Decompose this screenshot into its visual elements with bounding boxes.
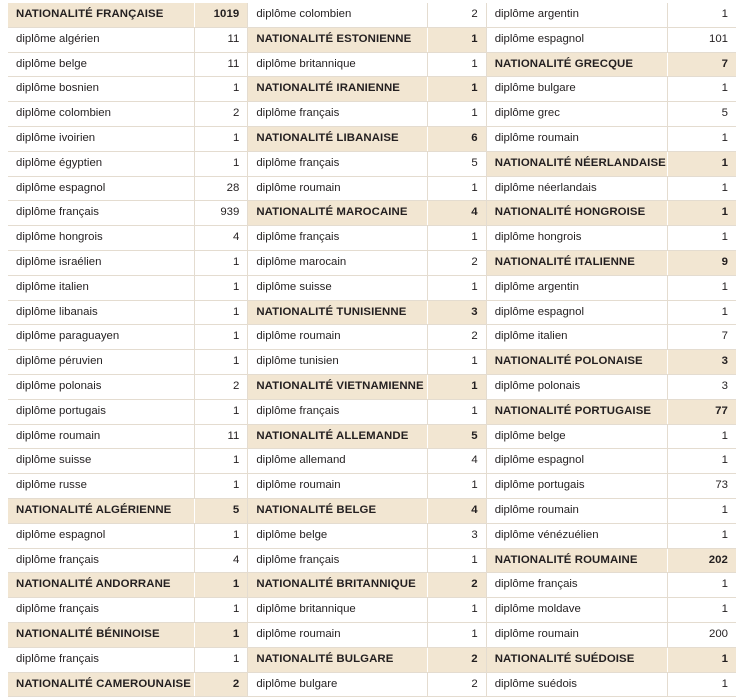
diploma-label: diplôme français bbox=[494, 578, 578, 591]
diploma-label: diplôme belge bbox=[16, 57, 87, 70]
nationality-header-row bbox=[487, 400, 736, 425]
table-row bbox=[248, 623, 485, 648]
diploma-label: diplôme polonais bbox=[494, 379, 581, 392]
diploma-label: diplôme argentin bbox=[494, 280, 579, 293]
nationality-label: NATIONALITÉ IRANIENNE bbox=[256, 82, 400, 95]
nationality-total: 5 bbox=[194, 499, 247, 523]
diploma-count: 1 bbox=[427, 276, 486, 300]
diploma-label: diplôme espagnol bbox=[16, 528, 106, 541]
diploma-label: diplôme espagnol bbox=[494, 454, 584, 467]
nationality-label: NATIONALITÉ ITALIENNE bbox=[494, 255, 635, 268]
diploma-count: 1 bbox=[667, 177, 736, 201]
nationality-header-row bbox=[248, 573, 485, 598]
table-row bbox=[487, 375, 736, 400]
diploma-label: diplôme russe bbox=[16, 479, 87, 492]
diploma-count: 1 bbox=[194, 301, 247, 325]
diploma-count: 5 bbox=[427, 152, 486, 176]
table-column-1 bbox=[8, 3, 247, 697]
table-row bbox=[487, 301, 736, 326]
diploma-count: 1 bbox=[194, 152, 247, 176]
diploma-count: 939 bbox=[194, 201, 247, 225]
diploma-label: diplôme suisse bbox=[16, 454, 92, 467]
diploma-count: 1 bbox=[194, 276, 247, 300]
nationality-total: 6 bbox=[427, 127, 486, 151]
nationality-header-row bbox=[248, 499, 485, 524]
diploma-count: 1 bbox=[667, 499, 736, 523]
diploma-count: 1 bbox=[667, 3, 736, 27]
table-row bbox=[487, 524, 736, 549]
table-row bbox=[248, 152, 485, 177]
table-row bbox=[487, 28, 736, 53]
diploma-count: 1 bbox=[194, 350, 247, 374]
diploma-label: diplôme tunisien bbox=[256, 355, 339, 368]
diploma-count: 1 bbox=[194, 474, 247, 498]
diploma-label: diplôme espagnol bbox=[494, 32, 584, 45]
table-row bbox=[248, 400, 485, 425]
diploma-count: 73 bbox=[667, 474, 736, 498]
table-row bbox=[487, 102, 736, 127]
table-row bbox=[8, 201, 247, 226]
diploma-label: diplôme belge bbox=[256, 528, 328, 541]
table-row bbox=[487, 499, 736, 524]
nationality-total: 1 bbox=[427, 28, 486, 52]
diploma-count: 4 bbox=[194, 226, 247, 250]
diploma-count: 1 bbox=[194, 648, 247, 672]
nationality-label: NATIONALITÉ ANDORRANE bbox=[16, 578, 171, 591]
table-row bbox=[8, 77, 247, 102]
nationality-header-row bbox=[487, 152, 736, 177]
table-row bbox=[8, 350, 247, 375]
nationality-total: 4 bbox=[427, 499, 486, 523]
diploma-count: 1 bbox=[667, 573, 736, 597]
diploma-label: diplôme bulgare bbox=[256, 677, 338, 690]
nationality-header-row bbox=[487, 350, 736, 375]
nationality-label: NATIONALITÉ LIBANAISE bbox=[256, 131, 399, 144]
diploma-count: 2 bbox=[427, 673, 486, 697]
nationality-total: 1 bbox=[667, 152, 736, 176]
diploma-label: diplôme français bbox=[256, 156, 340, 169]
table-row bbox=[248, 226, 485, 251]
nationality-label: NATIONALITÉ POLONAISE bbox=[494, 355, 643, 368]
nationality-label: NATIONALITÉ ALLEMANDE bbox=[256, 429, 409, 442]
diploma-count: 1 bbox=[427, 474, 486, 498]
table-row bbox=[248, 549, 485, 574]
diploma-label: diplôme roumain bbox=[256, 479, 341, 492]
diploma-label: diplôme colombien bbox=[16, 107, 111, 120]
table-row bbox=[487, 177, 736, 202]
diploma-count: 1 bbox=[194, 251, 247, 275]
nationality-header-row bbox=[248, 375, 485, 400]
table-row bbox=[8, 152, 247, 177]
diploma-count: 11 bbox=[194, 425, 247, 449]
table-row bbox=[248, 350, 485, 375]
nationality-total: 4 bbox=[427, 201, 486, 225]
nationality-total: 1 bbox=[427, 77, 486, 101]
diploma-label: diplôme français bbox=[256, 553, 340, 566]
table-row bbox=[487, 127, 736, 152]
nationality-label: NATIONALITÉ MAROCAINE bbox=[256, 206, 408, 219]
diploma-label: diplôme libanais bbox=[16, 305, 98, 318]
nationality-header-row bbox=[248, 648, 485, 673]
diploma-count: 3 bbox=[427, 524, 486, 548]
diploma-label: diplôme allemand bbox=[256, 454, 346, 467]
diploma-label: diplôme belge bbox=[494, 429, 566, 442]
diploma-count: 1 bbox=[667, 598, 736, 622]
diploma-count: 1 bbox=[194, 449, 247, 473]
diploma-count: 1 bbox=[427, 102, 486, 126]
diploma-label: diplôme italien bbox=[16, 280, 89, 293]
nationality-label: NATIONALITÉ BULGARE bbox=[256, 652, 394, 665]
diploma-label: diplôme roumain bbox=[16, 429, 101, 442]
diploma-label: diplôme espagnol bbox=[494, 305, 584, 318]
nationality-label: NATIONALITÉ SUÉDOISE bbox=[494, 652, 635, 665]
nationality-total: 2 bbox=[194, 673, 247, 697]
diploma-label: diplôme français bbox=[256, 231, 340, 244]
nationality-total: 7 bbox=[667, 53, 736, 77]
nationality-diploma-table bbox=[8, 3, 736, 697]
nationality-label: NATIONALITÉ GRECQUE bbox=[494, 57, 634, 70]
table-row bbox=[8, 177, 247, 202]
diploma-label: diplôme roumain bbox=[256, 330, 341, 343]
diploma-count: 1 bbox=[194, 400, 247, 424]
diploma-label: diplôme bosnien bbox=[16, 82, 99, 95]
nationality-header-row bbox=[248, 425, 485, 450]
table-row bbox=[487, 449, 736, 474]
table-row bbox=[8, 425, 247, 450]
diploma-count: 28 bbox=[194, 177, 247, 201]
table-row bbox=[8, 524, 247, 549]
diploma-count: 1 bbox=[194, 77, 247, 101]
table-row bbox=[248, 276, 485, 301]
diploma-count: 2 bbox=[194, 375, 247, 399]
diploma-count: 2 bbox=[427, 251, 486, 275]
table-row bbox=[487, 673, 736, 697]
table-row bbox=[487, 623, 736, 648]
diploma-count: 1 bbox=[194, 127, 247, 151]
diploma-count: 1 bbox=[667, 524, 736, 548]
nationality-header-row bbox=[8, 499, 247, 524]
nationality-total: 1 bbox=[194, 573, 247, 597]
diploma-count: 4 bbox=[194, 549, 247, 573]
nationality-label: NATIONALITÉ FRANÇAISE bbox=[16, 8, 164, 20]
nationality-header-row bbox=[487, 201, 736, 226]
diploma-count: 1 bbox=[427, 400, 486, 424]
table-row bbox=[8, 648, 247, 673]
diploma-count: 7 bbox=[667, 325, 736, 349]
table-row bbox=[248, 325, 485, 350]
nationality-total: 77 bbox=[667, 400, 736, 424]
nationality-header-row bbox=[248, 301, 485, 326]
table-row bbox=[487, 226, 736, 251]
table-row bbox=[8, 375, 247, 400]
diploma-count: 1 bbox=[667, 226, 736, 250]
nationality-header-row bbox=[487, 549, 736, 574]
diploma-label: diplôme roumain bbox=[494, 627, 579, 640]
nationality-label: NATIONALITÉ HONGROISE bbox=[494, 206, 646, 219]
diploma-label: diplôme néerlandais bbox=[494, 181, 597, 194]
diploma-label: diplôme polonais bbox=[16, 379, 102, 392]
diploma-label: diplôme suédois bbox=[494, 677, 578, 690]
diploma-count: 1 bbox=[194, 325, 247, 349]
diploma-count: 5 bbox=[667, 102, 736, 126]
diploma-label: diplôme roumain bbox=[494, 503, 579, 516]
nationality-label: NATIONALITÉ ESTONIENNE bbox=[256, 32, 412, 45]
table-row bbox=[8, 251, 247, 276]
nationality-total: 5 bbox=[427, 425, 486, 449]
nationality-header-row bbox=[487, 53, 736, 78]
nationality-header-row bbox=[248, 28, 485, 53]
nationality-total: 1 bbox=[427, 375, 486, 399]
table-row bbox=[248, 3, 485, 28]
nationality-total: 1 bbox=[667, 201, 736, 225]
nationality-header-row bbox=[8, 3, 247, 28]
diploma-label: diplôme roumain bbox=[494, 131, 579, 144]
diploma-label: diplôme hongrois bbox=[16, 231, 103, 244]
diploma-label: diplôme argentin bbox=[494, 8, 579, 20]
table-row bbox=[248, 474, 485, 499]
diploma-label: diplôme britannique bbox=[256, 603, 356, 616]
nationality-label: NATIONALITÉ BÉNINOISE bbox=[16, 627, 160, 640]
table-row bbox=[248, 177, 485, 202]
nationality-label: NATIONALITÉ ROUMAINE bbox=[494, 553, 638, 566]
nationality-header-row bbox=[8, 573, 247, 598]
diploma-count: 1 bbox=[667, 127, 736, 151]
diploma-count: 1 bbox=[427, 549, 486, 573]
diploma-count: 1 bbox=[427, 226, 486, 250]
diploma-label: diplôme français bbox=[16, 553, 99, 566]
nationality-label: NATIONALITÉ VIETNAMIENNE bbox=[256, 379, 424, 392]
nationality-total: 9 bbox=[667, 251, 736, 275]
diploma-count: 11 bbox=[194, 53, 247, 77]
table-row bbox=[8, 127, 247, 152]
diploma-count: 11 bbox=[194, 28, 247, 52]
table-row bbox=[8, 226, 247, 251]
diploma-label: diplôme grec bbox=[494, 107, 560, 120]
table-row bbox=[487, 573, 736, 598]
diploma-count: 1 bbox=[667, 425, 736, 449]
nationality-label: NATIONALITÉ BRITANNIQUE bbox=[256, 578, 416, 591]
diploma-count: 2 bbox=[427, 325, 486, 349]
diploma-label: diplôme français bbox=[16, 206, 99, 219]
table-row bbox=[487, 425, 736, 450]
diploma-count: 1 bbox=[667, 673, 736, 697]
table-row bbox=[8, 598, 247, 623]
table-row bbox=[248, 449, 485, 474]
table-row bbox=[248, 53, 485, 78]
table-column-3 bbox=[486, 3, 736, 697]
diploma-count: 2 bbox=[427, 3, 486, 27]
table-row bbox=[248, 251, 485, 276]
nationality-label: NATIONALITÉ NÉERLANDAISE bbox=[494, 156, 666, 169]
diploma-count: 2 bbox=[194, 102, 247, 126]
table-row bbox=[8, 276, 247, 301]
diploma-count: 1 bbox=[427, 598, 486, 622]
nationality-label: NATIONALITÉ TUNISIENNE bbox=[256, 305, 407, 318]
nationality-label: NATIONALITÉ ALGÉRIENNE bbox=[16, 503, 172, 516]
table-row bbox=[248, 102, 485, 127]
diploma-count: 1 bbox=[427, 177, 486, 201]
nationality-total: 1 bbox=[667, 648, 736, 672]
table-row bbox=[487, 474, 736, 499]
nationality-header-row bbox=[8, 673, 247, 697]
diploma-label: diplôme hongrois bbox=[494, 231, 582, 244]
nationality-total: 202 bbox=[667, 549, 736, 573]
nationality-header-row bbox=[248, 127, 485, 152]
nationality-label: NATIONALITÉ PORTUGAISE bbox=[494, 404, 652, 417]
table-row bbox=[8, 53, 247, 78]
table-row bbox=[487, 276, 736, 301]
diploma-label: diplôme israélien bbox=[16, 255, 102, 268]
diploma-label: diplôme portugais bbox=[16, 404, 106, 417]
diploma-label: diplôme péruvien bbox=[16, 355, 103, 368]
diploma-label: diplôme suisse bbox=[256, 280, 332, 293]
nationality-total: 1 bbox=[194, 623, 247, 647]
diploma-label: diplôme français bbox=[256, 107, 340, 120]
diploma-label: diplôme paraguayen bbox=[16, 330, 120, 343]
nationality-header-row bbox=[487, 251, 736, 276]
table-row bbox=[487, 598, 736, 623]
nationality-header-row bbox=[487, 648, 736, 673]
diploma-count: 4 bbox=[427, 449, 486, 473]
diploma-label: diplôme marocain bbox=[256, 255, 347, 268]
nationality-total: 1019 bbox=[194, 3, 247, 27]
diploma-label: diplôme algérien bbox=[16, 32, 100, 45]
diploma-label: diplôme français bbox=[256, 404, 340, 417]
diploma-count: 101 bbox=[667, 28, 736, 52]
table-row bbox=[248, 524, 485, 549]
nationality-total: 3 bbox=[427, 301, 486, 325]
nationality-header-row bbox=[248, 201, 485, 226]
diploma-label: diplôme français bbox=[16, 652, 99, 665]
diploma-label: diplôme égyptien bbox=[16, 156, 103, 169]
table-row bbox=[8, 449, 247, 474]
diploma-count: 200 bbox=[667, 623, 736, 647]
nationality-total: 2 bbox=[427, 573, 486, 597]
diploma-count: 1 bbox=[427, 623, 486, 647]
table-row bbox=[8, 549, 247, 574]
diploma-label: diplôme espagnol bbox=[16, 181, 106, 194]
diploma-count: 1 bbox=[194, 524, 247, 548]
table-row bbox=[8, 102, 247, 127]
table-row bbox=[8, 474, 247, 499]
diploma-count: 1 bbox=[667, 276, 736, 300]
nationality-label: NATIONALITÉ CAMEROUNAISE bbox=[16, 677, 191, 690]
table-row bbox=[8, 301, 247, 326]
table-row bbox=[487, 325, 736, 350]
nationality-total: 3 bbox=[667, 350, 736, 374]
table-row bbox=[487, 3, 736, 28]
diploma-label: diplôme bulgare bbox=[494, 82, 576, 95]
diploma-label: diplôme ivoirien bbox=[16, 131, 96, 144]
diploma-label: diplôme portugais bbox=[494, 479, 585, 492]
nationality-total: 2 bbox=[427, 648, 486, 672]
diploma-label: diplôme moldave bbox=[494, 603, 581, 616]
diploma-label: diplôme colombien bbox=[256, 8, 352, 20]
table-row bbox=[487, 77, 736, 102]
diploma-label: diplôme roumain bbox=[256, 181, 341, 194]
diploma-count: 3 bbox=[667, 375, 736, 399]
nationality-label: NATIONALITÉ BELGE bbox=[256, 503, 377, 516]
diploma-label: diplôme vénézuélien bbox=[494, 528, 599, 541]
table-row bbox=[8, 28, 247, 53]
diploma-label: diplôme italien bbox=[494, 330, 568, 343]
diploma-count: 1 bbox=[667, 77, 736, 101]
diploma-label: diplôme britannique bbox=[256, 57, 356, 70]
diploma-label: diplôme roumain bbox=[256, 627, 341, 640]
diploma-count: 1 bbox=[667, 301, 736, 325]
table-row bbox=[248, 598, 485, 623]
table-column-2 bbox=[247, 3, 485, 697]
diploma-label: diplôme français bbox=[16, 603, 99, 616]
diploma-count: 1 bbox=[427, 53, 486, 77]
diploma-count: 1 bbox=[427, 350, 486, 374]
nationality-header-row bbox=[8, 623, 247, 648]
diploma-count: 1 bbox=[667, 449, 736, 473]
diploma-count: 1 bbox=[194, 598, 247, 622]
table-row bbox=[248, 673, 485, 697]
table-row bbox=[8, 325, 247, 350]
nationality-header-row bbox=[248, 77, 485, 102]
table-row bbox=[8, 400, 247, 425]
